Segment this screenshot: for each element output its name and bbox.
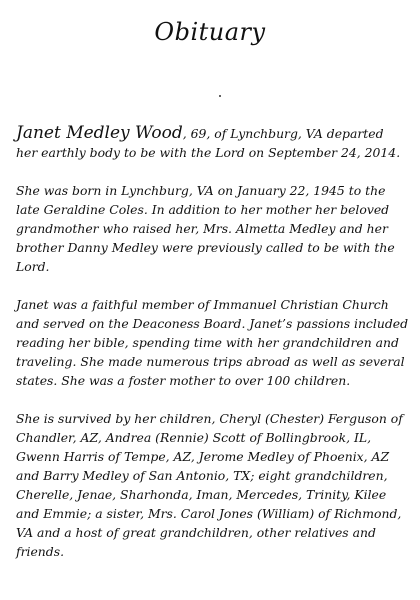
obituary-body <box>16 124 408 580</box>
life-paragraph: Janet was a faithful member of Immanuel Christian Church and served on the Deaconess Board. Janet’s passions included reading her bible, spending time with her grandchildren and traveling. She made numerous trips abroad as well as several states. She was a foster mother to over 100 children. <box>16 297 409 388</box>
decorative-dot <box>219 95 221 97</box>
survivors-paragraph: She is survived by her children, Cheryl (Chester) Ferguson of Chandler, AZ, Andrea (Rennie) Scott of Bollingbrook, IL, Gwenn Harris of Tempe, AZ, Jerome Medley of Phoenix, AZ and Barry Medley of San Antonio, TX; eight grandchildren, Cherelle, Jenae, Sharhonda, Iman, Mercedes, Trinity, Kilee and Emmie; a sister, Mrs. Carol Jones (William) of Richmond, VA and a host of great grandchildren, other relatives and friends. <box>16 411 403 559</box>
page-title: Obituary <box>154 18 266 46</box>
deceased-name: Janet Medley Wood <box>16 123 183 143</box>
birth-paragraph: She was born in Lynchburg, VA on January 22, 1945 to the late Geraldine Coles. In addition to her mother her beloved grandmother who raised her, Mrs. Almetta Medley and her brother Danny Medley were previously called to be with the Lord. <box>16 183 395 274</box>
intro-paragraph <box>16 124 408 162</box>
intro-text: , 69, of Lynchburg, VA departed her earthly body to be with the Lord on September 24, 2014. <box>16 126 401 160</box>
